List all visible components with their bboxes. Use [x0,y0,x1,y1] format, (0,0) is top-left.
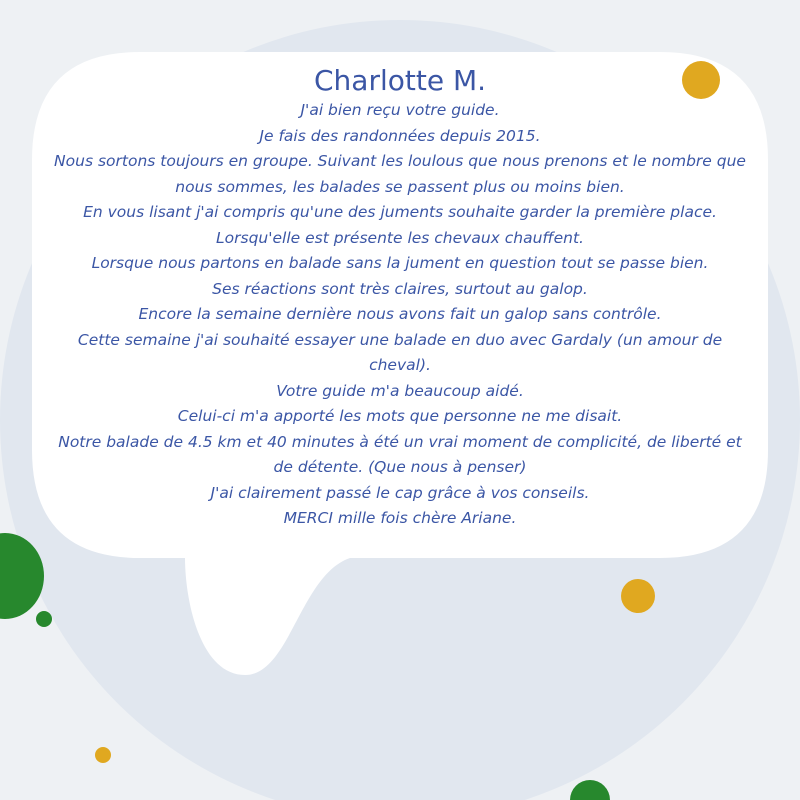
review-line: En vous lisant j'ai compris qu'une des juments souhaite garder la première place. Lorsqu'elle est présente les chevaux chauffent. [83,203,717,247]
review-line: Je fais des randonnées depuis 2015. [259,126,541,145]
review-line: Encore la semaine dernière nous avons fait un galop sans contrôle. [138,305,662,323]
review-line: J'ai clairement passé le cap grâce à vos conseils. [210,483,590,502]
review-line: Ses réactions sont très claires, surtout au galop. [212,279,588,298]
green-dot-decoration [36,611,52,627]
review-line: Notre balade de 4.5 km et 40 minutes à été un vrai moment de complicité, de liberté et de détente. (Que nous à penser) [58,432,742,476]
author-name: Charlotte M. [313,64,487,97]
review-line: Nous sortons toujours en groupe. Suivant les loulous que nous prenons et le nombre que nous sommes, les balades se passent plus ou moins bien. [54,152,746,196]
review-line: Celui-ci m'a apporté les mots que personne ne me disait. [177,407,623,425]
review-line: Votre guide m'a beaucoup aidé. [276,381,524,400]
review-line: Lorsque nous partons en balade sans la jument en question tout se passe bien. [91,254,709,272]
review-line: Cette semaine j'ai souhaité essayer une balade en duo avec Gardaly (un amour de cheval). [77,330,723,374]
testimonial-content [48,64,752,532]
gold-dot-decoration [621,579,655,613]
review-text [48,98,752,532]
review-line: J'ai bien reçu votre guide. [300,101,500,119]
review-line: MERCI mille fois chère Ariane. [283,509,517,527]
gold-dot-decoration [95,747,111,763]
